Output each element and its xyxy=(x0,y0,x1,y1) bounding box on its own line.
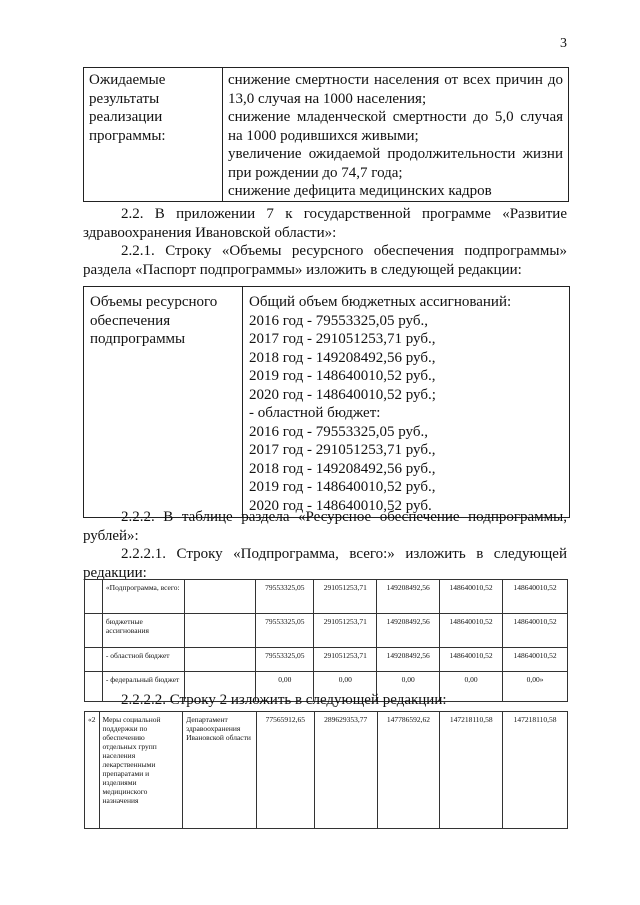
table-row xyxy=(85,580,568,614)
amount-line: 2020 год - 148640010,52 руб.; xyxy=(249,386,436,403)
value-cell: 148640010,52 xyxy=(503,614,568,648)
value-cell: 149208492,56 xyxy=(377,580,440,614)
amount-line: 2019 год - 148640010,52 руб., xyxy=(249,368,436,384)
resource-volume-value xyxy=(243,287,570,518)
paragraph-2-2-2 xyxy=(83,508,567,545)
value-cell: 149208492,56 xyxy=(377,648,440,672)
para-line: рублей»: xyxy=(83,527,139,544)
row-label: - федеральный бюджет xyxy=(102,672,184,702)
value-cell: 0,00 xyxy=(440,672,503,702)
row-label: «Подпрограмма, всего: xyxy=(102,580,184,614)
value-cell: 148640010,52 xyxy=(440,648,503,672)
value-cell: 148640010,52 xyxy=(440,580,503,614)
para-line: 2.2.1. Строку «Объемы ресурсного обеспечения подпрограммы» xyxy=(121,243,567,259)
amount-line: Общий объем бюджетных ассигнований: xyxy=(249,294,512,310)
label-line: реализации xyxy=(89,109,163,125)
label-line: результаты xyxy=(89,90,160,107)
para-line: 2.2. В приложении 7 к государственной программе «Развитие xyxy=(121,206,567,222)
value-cell: 0,00 xyxy=(377,672,440,702)
table-row xyxy=(85,712,568,829)
value-cell: 77565912,65 xyxy=(256,712,314,829)
para-line: 2.2.2. В таблице раздела «Ресурсное обеспечение подпрограммы, xyxy=(121,509,567,525)
value-cell: 79553325,05 xyxy=(256,648,314,672)
result-line: увеличение ожидаемой продолжительности жизни xyxy=(228,146,563,162)
value-cell: 291051253,71 xyxy=(314,614,377,648)
amount-line: 2017 год - 291051253,71 руб., xyxy=(249,331,436,347)
table-cell xyxy=(85,614,103,648)
amount-line: - областной бюджет: xyxy=(249,405,381,421)
amount-line: 2017 год - 291051253,71 руб., xyxy=(249,442,436,458)
paragraph-2-2-1 xyxy=(83,242,567,279)
value-cell: 0,00 xyxy=(256,672,314,702)
row-label: бюджетные ассигнования xyxy=(102,614,184,648)
amount-line: 2016 год - 79553325,05 руб., xyxy=(249,423,428,440)
measure-name: Меры социальной поддержки по обеспечению отдельных групп населения лекарственными препаратами и изделиями медицинского назначения xyxy=(99,712,183,829)
result-line: при рождении до 74,7 года; xyxy=(228,164,403,181)
expected-results-value xyxy=(223,68,569,202)
value-cell: 148640010,52 xyxy=(503,648,568,672)
paragraph-2-2-2-1 xyxy=(83,545,567,582)
result-line: на 1000 родившихся живыми; xyxy=(228,127,419,144)
para-line: здравоохранения Ивановской области»: xyxy=(83,224,337,241)
amount-line: 2018 год - 149208492,56 руб., xyxy=(249,460,436,477)
value-cell: 148640010,52 xyxy=(503,580,568,614)
label-line: подпрограммы xyxy=(90,331,186,347)
amount-line: 2018 год - 149208492,56 руб., xyxy=(249,349,436,366)
label-line: Ожидаемые xyxy=(89,72,166,88)
table-row xyxy=(85,614,568,648)
para-line: редакции: xyxy=(83,564,147,581)
resource-volume-label xyxy=(84,287,243,518)
value-cell: 79553325,05 xyxy=(256,580,314,614)
para-line: 2.2.2.1. Строку «Подпрограмма, всего:» изложить в следующей xyxy=(121,546,567,562)
value-cell: 147218110,58 xyxy=(440,712,503,829)
value-cell: 0,00 xyxy=(314,672,377,702)
expected-results-label xyxy=(84,68,223,202)
value-cell: 289629353,77 xyxy=(314,712,377,829)
value-cell: 148640010,52 xyxy=(440,614,503,648)
executor: Департамент здравоохранения Ивановской области xyxy=(183,712,257,829)
result-line: 13,0 случая на 1000 населения; xyxy=(228,90,427,107)
row-number: «2 xyxy=(85,712,100,829)
amount-line: 2020 год - 148640010,52 руб. xyxy=(249,497,432,514)
expected-results-table xyxy=(83,67,569,202)
value-cell: 147786592,62 xyxy=(377,712,440,829)
paragraph-2-2-2-2: 2.2.2.2. Строку 2 изложить в следующей редакции: xyxy=(121,692,447,708)
row-label: - областной бюджет xyxy=(102,648,184,672)
label-line: Объемы ресурсного xyxy=(90,294,218,310)
table-cell xyxy=(184,614,256,648)
table-cell xyxy=(184,580,256,614)
result-line: снижение младенческой смертности до 5,0 случая xyxy=(228,109,563,125)
label-line: программы: xyxy=(89,127,166,144)
label-line: обеспечения xyxy=(90,312,171,329)
value-cell: 149208492,56 xyxy=(377,614,440,648)
page-number: 3 xyxy=(560,36,567,51)
result-line: снижение смертности населения от всех причин до xyxy=(228,72,563,88)
value-cell: 0,00» xyxy=(503,672,568,702)
para-line: раздела «Паспорт подпрограммы» изложить в следующей редакции: xyxy=(83,261,522,278)
table-cell xyxy=(85,648,103,672)
result-line: снижение дефицита медицинских кадров xyxy=(228,183,492,199)
table-cell xyxy=(184,648,256,672)
subprogram-total-table xyxy=(84,579,568,702)
resource-volume-table xyxy=(83,286,570,518)
value-cell: 291051253,71 xyxy=(314,580,377,614)
amount-line: 2016 год - 79553325,05 руб., xyxy=(249,312,428,329)
row-2-table xyxy=(84,711,568,829)
value-cell: 79553325,05 xyxy=(256,614,314,648)
table-cell xyxy=(85,580,103,614)
table-row xyxy=(85,648,568,672)
value-cell: 147218110,58 xyxy=(503,712,568,829)
paragraph-2-2 xyxy=(83,205,567,242)
amount-line: 2019 год - 148640010,52 руб., xyxy=(249,479,436,495)
value-cell: 291051253,71 xyxy=(314,648,377,672)
